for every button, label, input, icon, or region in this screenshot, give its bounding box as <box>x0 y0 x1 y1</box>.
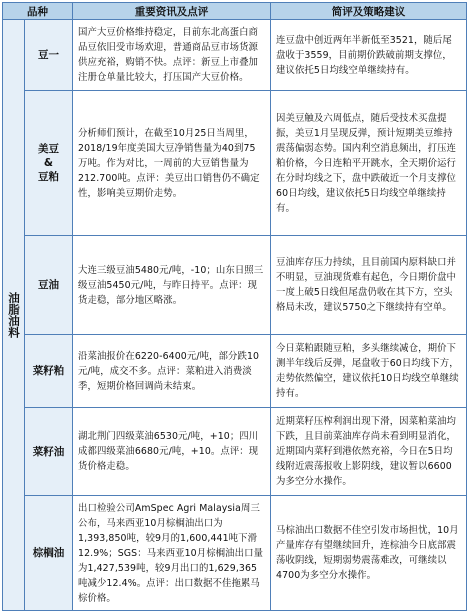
variety-label: 豆粕 <box>38 171 59 183</box>
comment-text: 今日菜粕跟随豆粕，多头继续减仓，期价下测半年线后反弹，尾盘收于60日均线下方，走势依然偏空，建议依托10日均线空单继续持有。 <box>276 343 459 399</box>
news-text: 湖北荆门四级菜油6530元/吨，+10；四川成都四级菜油6680元/吨，+10。点评：现货价格走稳。 <box>78 431 259 472</box>
comment-text: 因美豆触及六周低点，随后受技术买盘提振，美豆1月呈现反弹，预计短期美豆维持震荡偏弱态势。国内利空消息频出，打压连粕价格，今日连粕平开跳水，全天期价运行在分时均线之下，盘中跌破近一个月支撑位60日均线，建议依托5日均线空单继续持有。 <box>276 112 457 214</box>
table-row <box>3 335 467 408</box>
comment-cell <box>271 496 467 611</box>
comment-text: 近期菜籽压榨利润出现下滑，因菜粕菜油均下跌，且目前菜油库存尚未看到明显消化，近期国内菜籽到港依然充裕，今日在5日均线附近震荡报收上影阴线，建议暂以6600为多空分水操作。 <box>276 416 457 487</box>
news-cell <box>73 408 271 496</box>
comment-text: 连豆盘中创近两年半新低至3521，随后尾盘收于3559，目前期价跌破前期支撑位，建议依托5日均线空单继续持有。 <box>276 34 452 76</box>
news-cell <box>73 236 271 335</box>
comment-cell <box>271 408 467 496</box>
variety-label: 豆一 <box>38 49 59 61</box>
variety-cell <box>25 20 73 91</box>
news-text: 出口检验公司AmSpec Agri Malaysia周三公布，马来西亚10月棕榈油出口为1,393,850吨，较9月的1,600,441吨下滑12.9%；SGS：马来西亚10月棕榈油出口量为1,427,539吨，较9月出口的1,629,365吨减少12.4%。点评：出口数据不佳拖累马棕价格。 <box>78 502 264 604</box>
comment-text: 豆油库存压力持续，且目前国内原料缺口并不明显，豆油现货难有起色，今日期价盘中一度上破5日线但尾盘仍收在其下方，空头格局未改，建议5750之下继续持有空单。 <box>276 257 457 313</box>
comment-cell <box>271 236 467 335</box>
news-cell <box>73 496 271 611</box>
table-header-row <box>3 3 467 20</box>
variety-label: 菜籽油 <box>32 445 65 458</box>
news-cell <box>73 20 271 91</box>
variety-cell <box>25 335 73 408</box>
table-row <box>3 408 467 496</box>
news-text: 大连三级豆油5480元/吨，-10；山东日照三级豆油5450元/吨，与昨日持平。点评：现货走稳，部分地区略涨。 <box>78 264 264 306</box>
variety-label: 菜籽粕 <box>32 365 65 377</box>
table-row <box>3 20 467 91</box>
comment-cell <box>271 91 467 236</box>
variety-cell <box>25 408 73 496</box>
variety-label: 棕榈油 <box>32 547 65 559</box>
variety-label: 美豆 <box>38 143 59 155</box>
header-variety: 品种 <box>3 3 73 20</box>
news-text: 分析师们预计，在截至10月25日当周里，2018/19年度美国大豆净销售量为40到75万吨。作为对比，一周前的大豆销售量为212.700吨。点评：美豆出口销售仍不确定性，影响美豆期价走势。 <box>78 127 260 199</box>
table-row <box>3 236 467 335</box>
table-row <box>3 496 467 611</box>
variety-cell <box>25 91 73 236</box>
news-text: 国产大豆价格维持稳定，目前东北高蛋白商品豆依旧受市场欢迎，普通商品豆市场货源供应充裕，购销不快。点评：新豆上市叠加注册仓单量比较大，打压国产大豆价格。 <box>78 27 259 83</box>
header-news: 重要资讯及点评 <box>73 3 271 20</box>
header-comment: 简评及策略建议 <box>271 3 467 20</box>
category-cell <box>3 20 25 611</box>
variety-label: 豆油 <box>38 279 59 291</box>
variety-cell <box>25 236 73 335</box>
news-cell <box>73 335 271 408</box>
table-row <box>3 91 467 236</box>
comment-cell <box>271 335 467 408</box>
comment-cell <box>271 20 467 91</box>
commodity-table <box>2 2 467 611</box>
variety-cell <box>25 496 73 611</box>
comment-text: 马棕油出口数据不佳空引发市场担忧，10月产量库存有望继续回升，连棕油今日底部震荡收阴线，短期弱势震荡难改，可继续以4700为多空分水操作。 <box>276 525 459 581</box>
news-cell <box>73 91 271 236</box>
variety-label: & <box>43 157 54 169</box>
category-label: 油脂油料 <box>7 292 21 338</box>
news-text: 沿菜油报价在6220-6400元/吨，部分跌10元/吨，成交不多。点评：菜粕进入消费淡季，短期价格回调尚未结束。 <box>78 350 260 392</box>
